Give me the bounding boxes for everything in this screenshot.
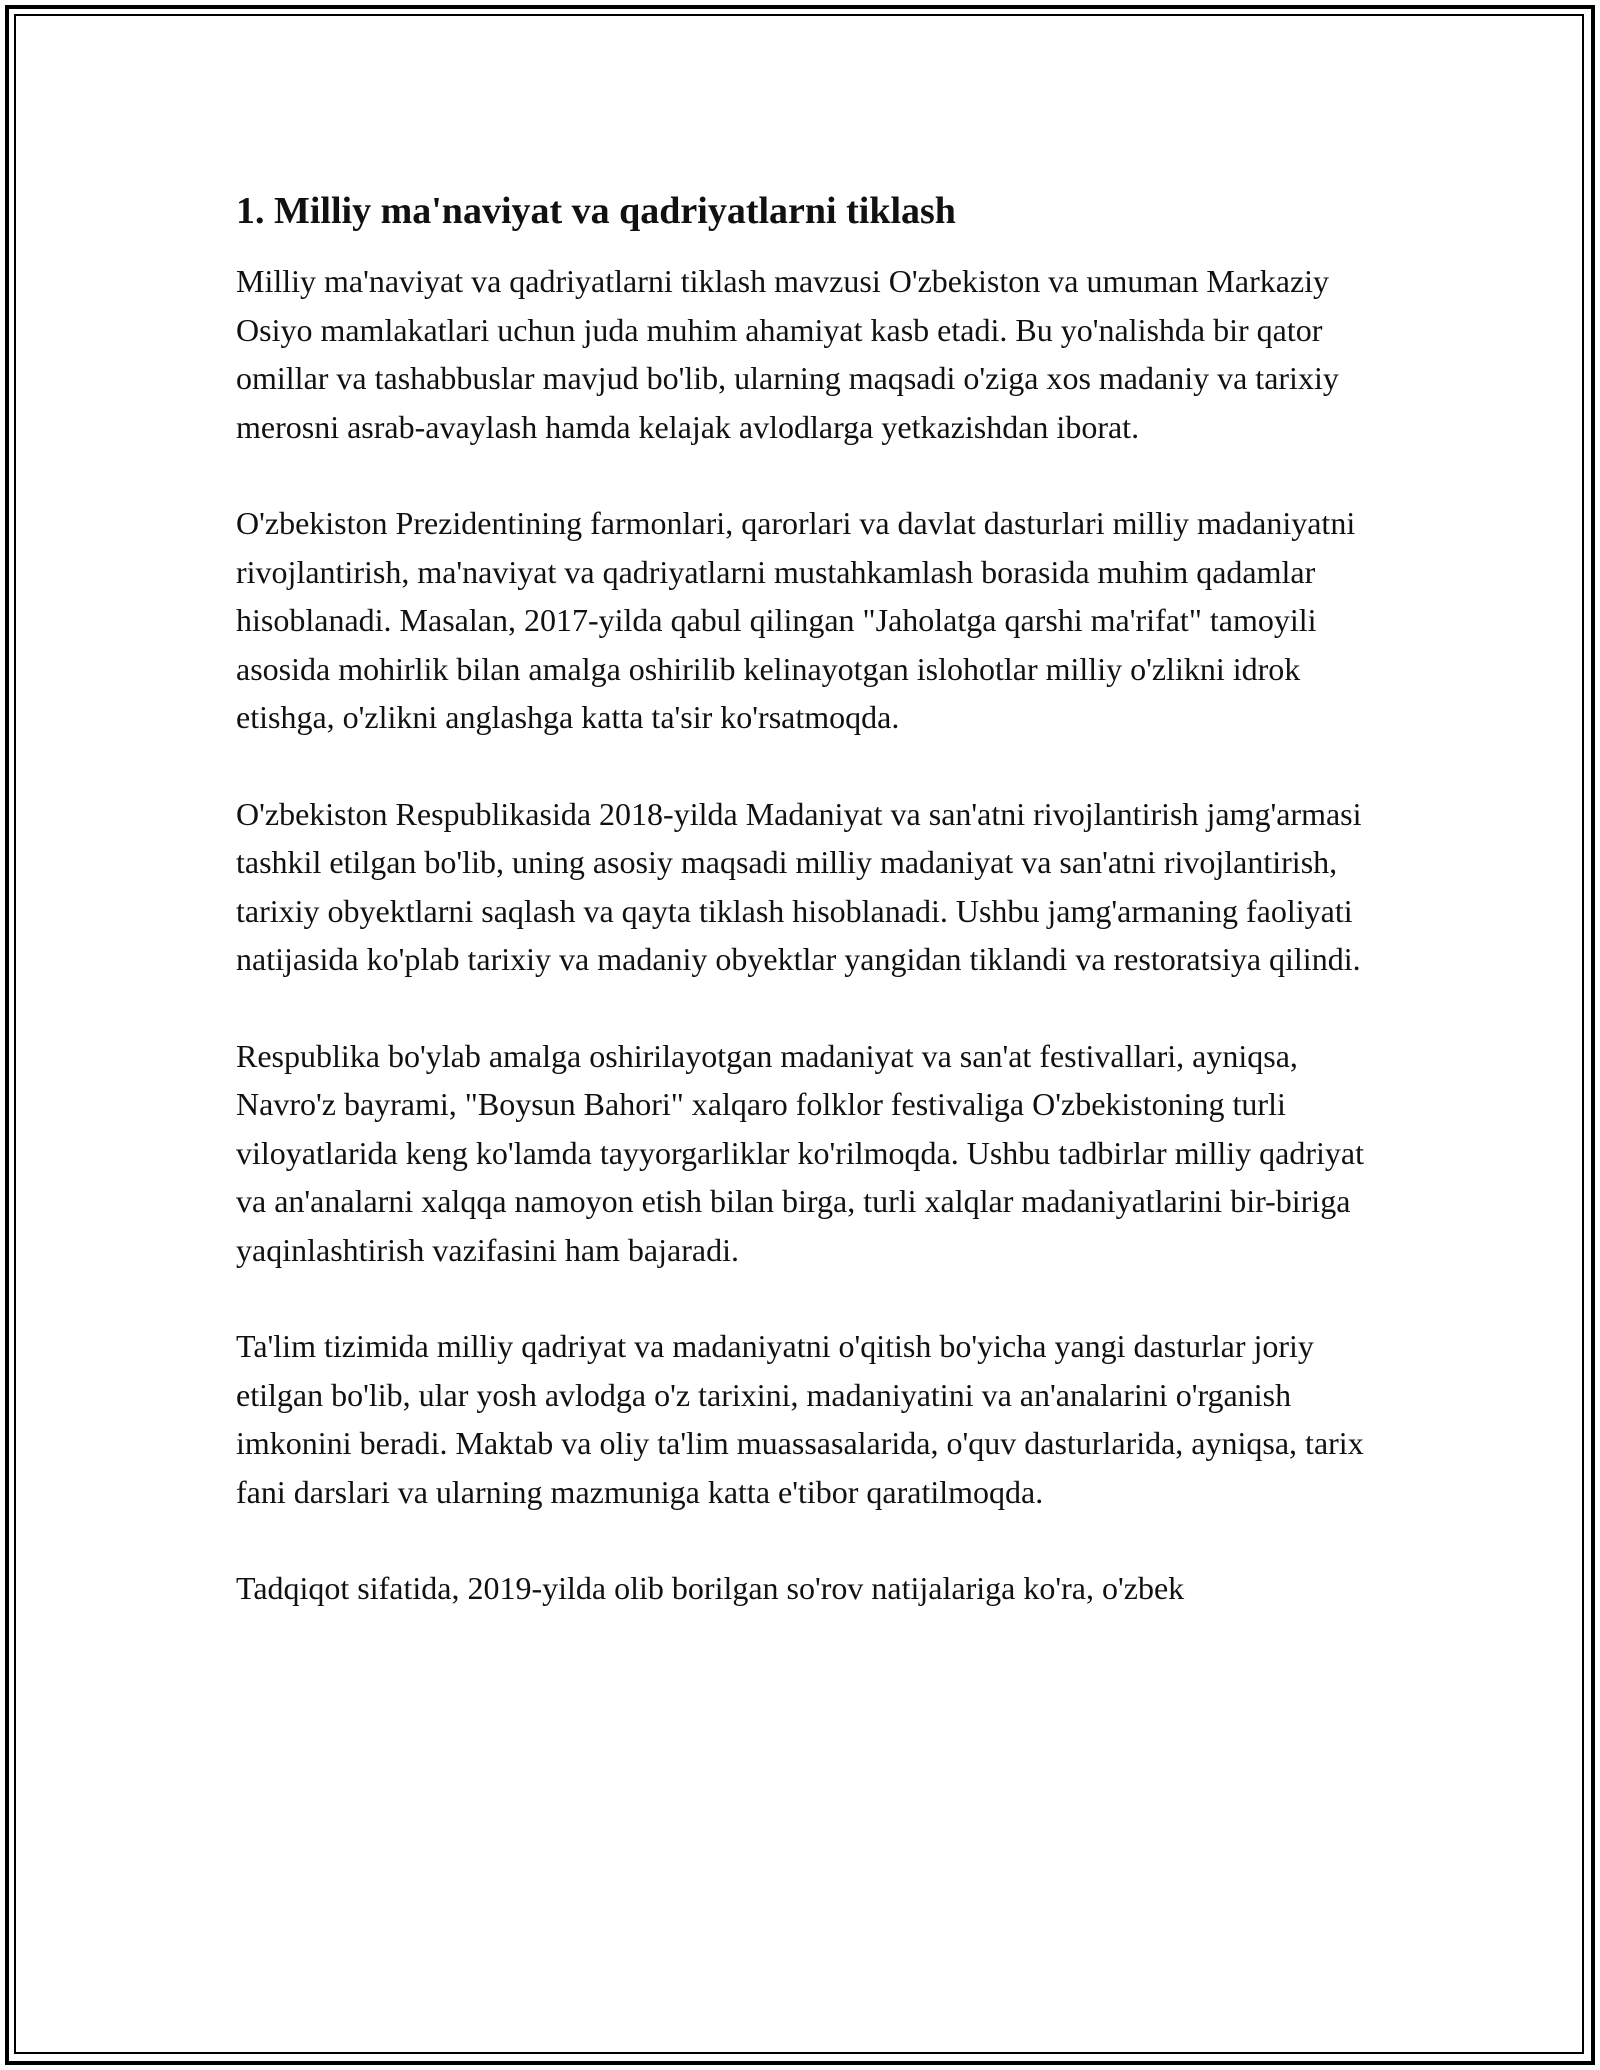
section-heading: 1. Milliy ma'naviyat va qadriyatlarni tiklash [236, 190, 956, 232]
paragraph-2: O'zbekiston Prezidentining farmonlari, qarorlari va davlat dasturlari milliy madaniyatni rivojlantirish, ma'naviyat va qadriyatlarni mustahkamlash borasida muhim qadamlar hisoblanadi. Masalan, 2017-yilda qabul qilingan "Jaholatga qarshi ma'rifat" tamoyili asosida mohirlik bilan amalga oshirilib kelinayotgan islohotlar milliy o'zlikni idrok etishga, o'zlikni anglashga katta ta'sir ko'rsatmoqda. [236, 505, 1356, 735]
paragraph-5: Ta'lim tizimida milliy qadriyat va madaniyatni o'qitish bo'yicha yangi dasturlar joriy etilgan bo'lib, ular yosh avlodga o'z tarixini, madaniyatini va an'analarini o'rganish imkonini beradi. Maktab va oliy ta'lim muassasalarida, o'quv dasturlarida, ayniqsa, tarix fani darslari va ularning mazmuniga katta e'tibor qaratilmoqda. [236, 1328, 1364, 1510]
paragraph-3: O'zbekiston Respublikasida 2018-yilda Madaniyat va san'atni rivojlantirish jamg'armasi tashkil etilgan bo'lib, uning asosiy maqsadi milliy madaniyat va san'atni rivojlantirish, tarixiy obyektlarni saqlash va qayta tiklash hisoblanadi. Ushbu jamg'armaning faoliyati natijasida ko'plab tarixiy va madaniy obyektlar yangidan tiklandi va restoratsiya qilindi. [236, 795, 1362, 977]
paragraph-6: Tadqiqot sifatida, 2019-yilda olib borilgan so'rov natijalariga ko'ra, o'zbek [236, 1570, 1185, 1606]
document-body [236, 187, 1386, 1661]
paragraph-1: Milliy ma'naviyat va qadriyatlarni tiklash mavzusi O'zbekiston va umuman Markaziy Osiyo mamlakatlari uchun juda muhim ahamiyat kasb etadi. Bu yo'nalishda bir qator omillar va tashabbuslar mavjud bo'lib, ularning maqsadi o'ziga xos madaniy va tarixiy merosni asrab-avaylash hamda kelajak avlodlarga yetkazishdan iborat. [236, 263, 1339, 445]
paragraph-4: Respublika bo'ylab amalga oshirilayotgan madaniyat va san'at festivallari, ayniqsa, Navro'z bayrami, "Boysun Bahori" xalqaro folklor festivaliga O'zbekistoning turli viloyatlarida keng ko'lamda tayyorgarliklar ko'rilmoqda. Ushbu tadbirlar milliy qadriyat va an'analarni xalqqa namoyon etish bilan birga, turli xalqlar madaniyatlarini bir-biriga yaqinlashtirish vazifasini ham bajaradi. [236, 1037, 1364, 1268]
